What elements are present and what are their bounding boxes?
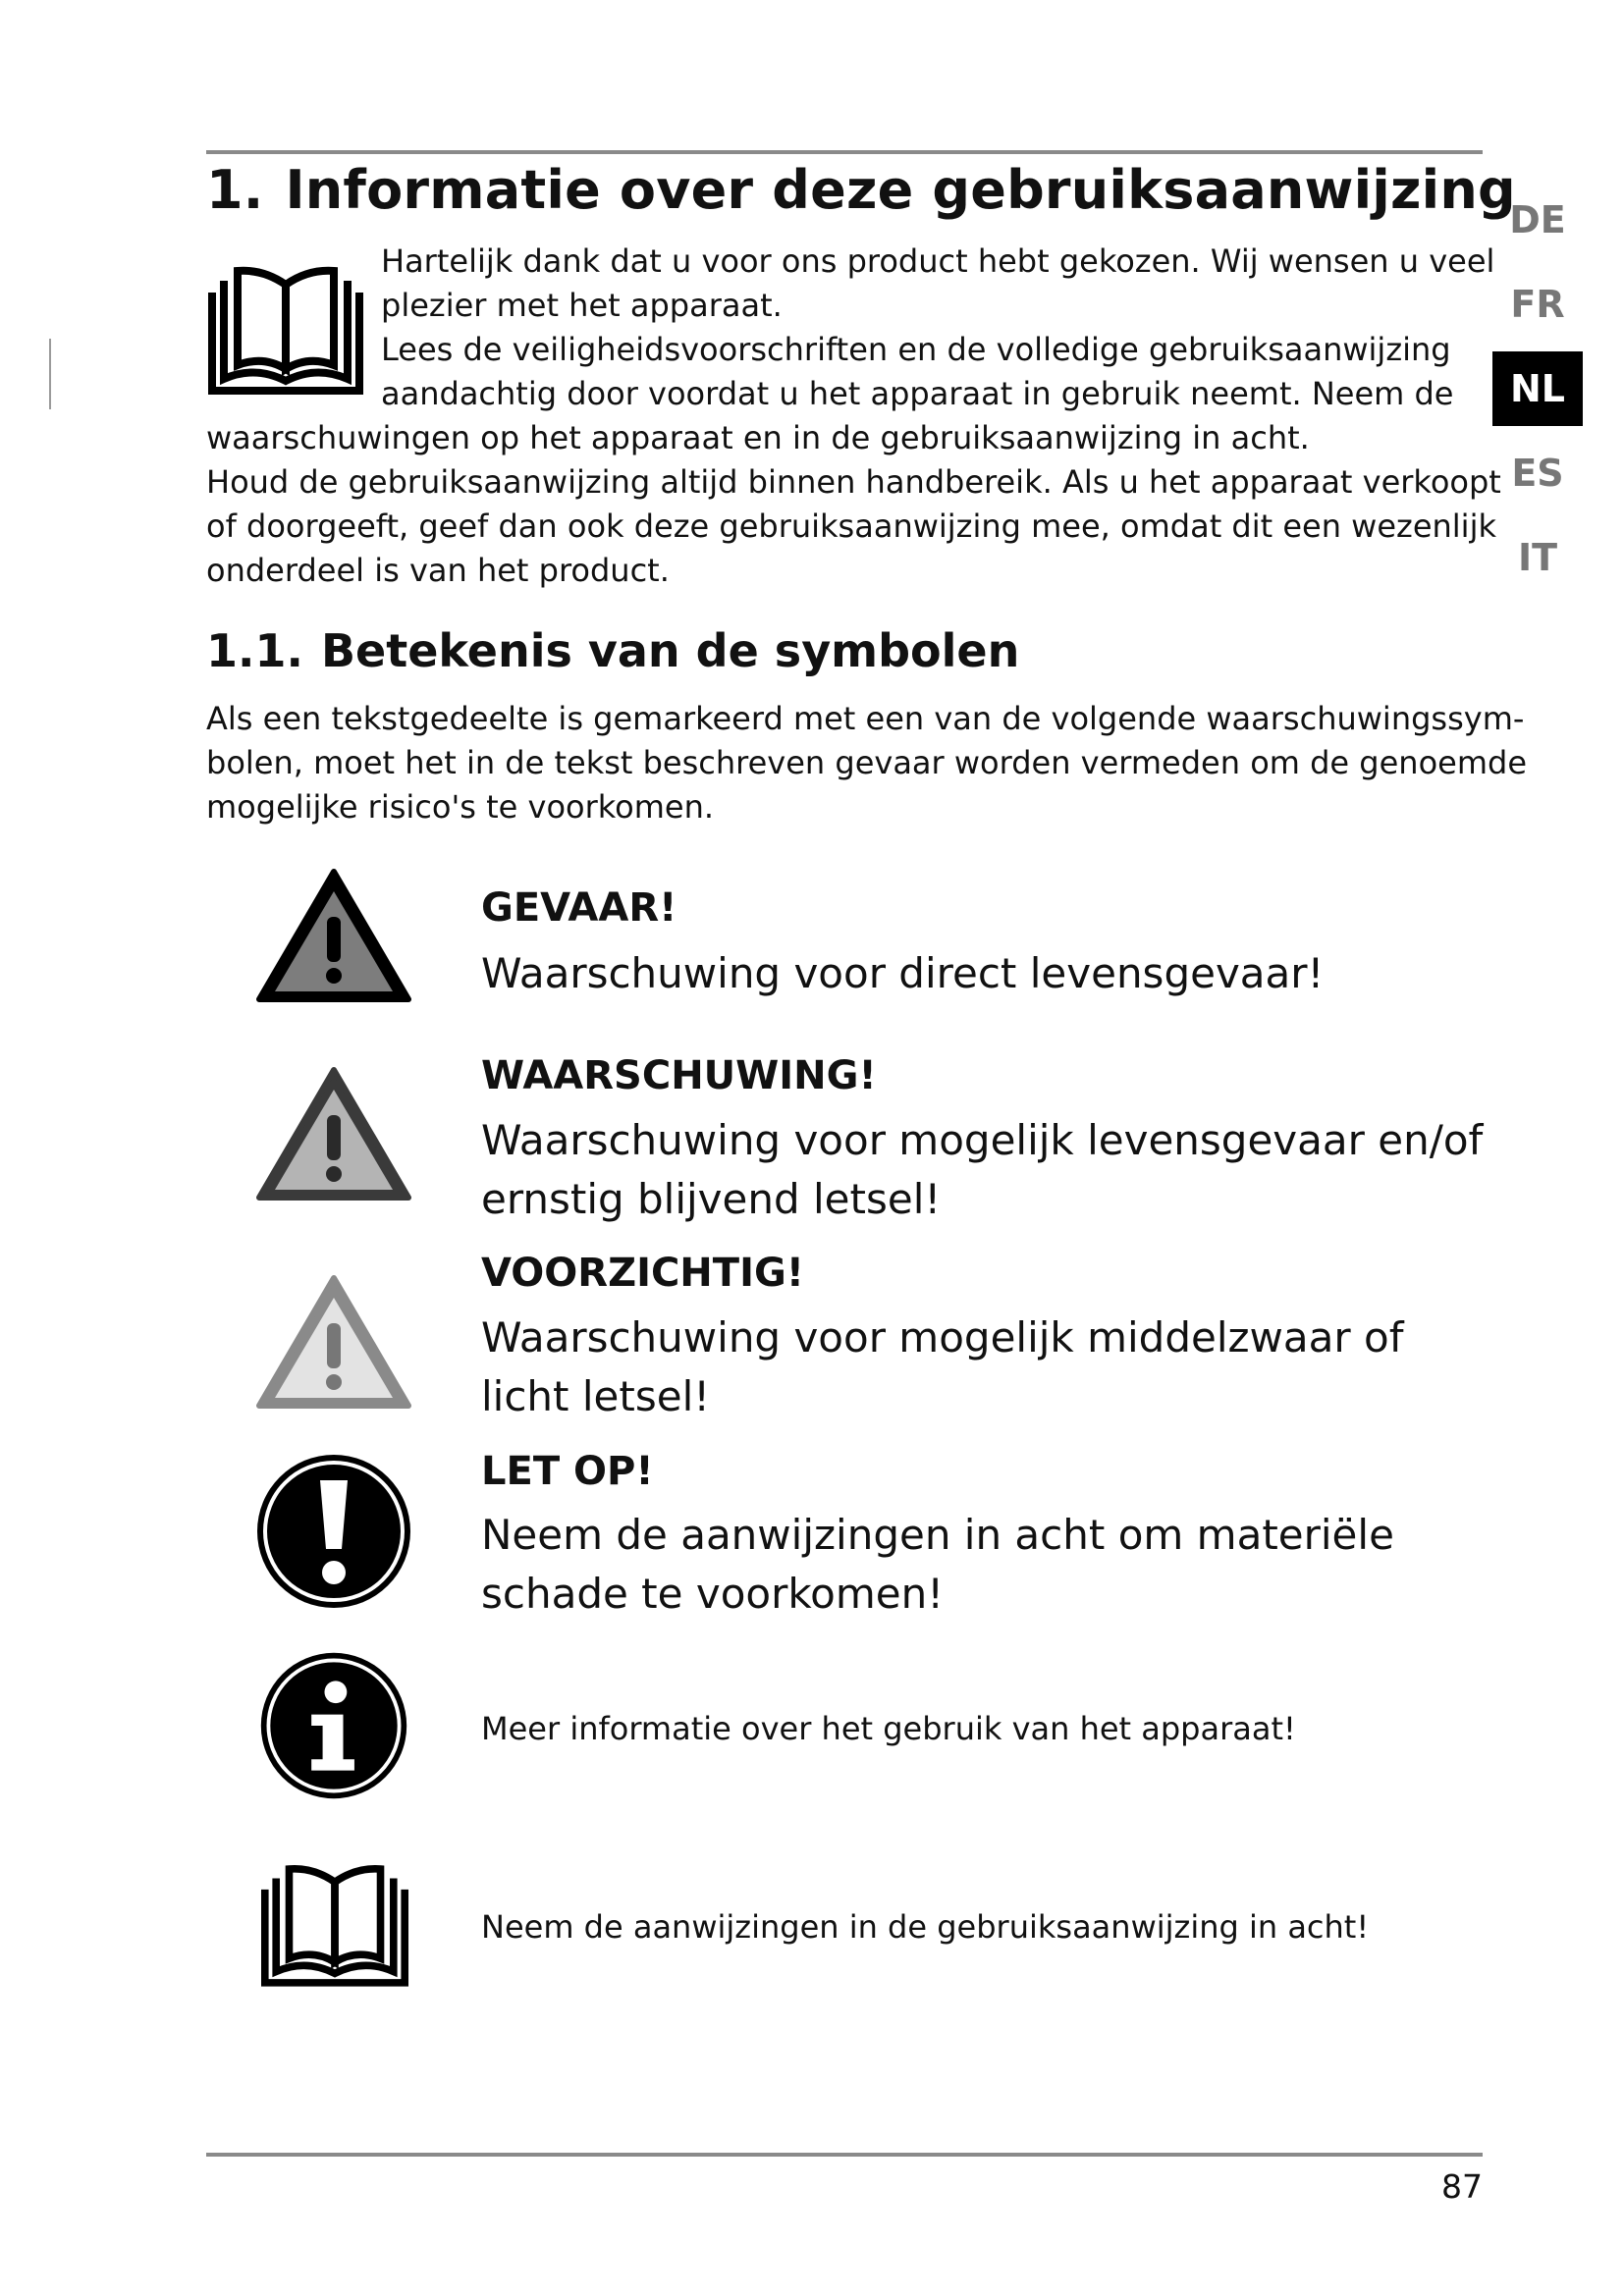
section-intro-line: Als een tekstgedeelte is gemarkeerd met een van de volgende waarschuwingssym- (206, 700, 1525, 737)
intro-text-beside-icon (381, 240, 1494, 416)
exclamation-circle-icon (253, 1451, 414, 1612)
symbol-description (481, 944, 1324, 1003)
language-tab-de[interactable]: DE (1509, 198, 1566, 241)
intro-line: aandachtig door voordat u het apparaat in gebruik neemt. Neem de (381, 375, 1454, 412)
section-number: 1.1. (206, 624, 303, 677)
section-title: Betekenis van de symbolen (320, 624, 1020, 677)
symbol-description-line: Neem de aanwijzingen in acht om materiële (481, 1511, 1394, 1559)
symbol-description-line: Waarschuwing voor direct levensgevaar! (481, 949, 1325, 997)
chapter-number: 1. (206, 159, 264, 221)
symbol-title: VOORZICHTIG! (481, 1251, 805, 1296)
intro-text (206, 416, 1501, 593)
language-tab-fr[interactable]: FR (1510, 283, 1565, 326)
section-intro-line: bolen, moet het in de tekst beschreven gevaar worden vermeden om de genoemde (206, 744, 1527, 781)
symbol-title: WAARSCHUWING! (481, 1053, 877, 1098)
symbol-description (481, 1506, 1394, 1624)
intro-line: waarschuwingen op het apparaat en in de gebruiksaanwijzing in acht. (206, 419, 1310, 456)
intro-line: Hartelijk dank dat u voor ons product hebt gekozen. Wij wensen u veel (381, 242, 1495, 280)
symbol-description (481, 1308, 1403, 1426)
symbol-description: Meer informatie over het gebruik van het apparaat! (481, 1710, 1296, 1747)
intro-line: Lees de veiligheidsvoorschriften en de volledige gebruiksaanwijzing (381, 331, 1451, 368)
page-number: 87 (1441, 2167, 1483, 2206)
top-rule (206, 150, 1483, 154)
info-circle-icon (257, 1649, 410, 1802)
language-tab-nl[interactable]: NL (1492, 351, 1583, 426)
book-icon (261, 1861, 408, 1989)
intro-line: Houd de gebruiksaanwijzing altijd binnen handbereik. Als u het apparaat verkoopt (206, 463, 1501, 501)
language-tab-it[interactable]: IT (1517, 536, 1558, 579)
warning-triangle-icon (253, 1060, 414, 1221)
danger-triangle-icon (253, 862, 414, 1023)
section-intro (206, 697, 1527, 829)
symbol-description-line: licht letsel! (481, 1372, 711, 1420)
book-icon (208, 263, 363, 397)
symbol-description-line: Waarschuwing voor mogelijk middelzwaar of (481, 1313, 1404, 1362)
intro-line: plezier met het apparaat. (381, 287, 783, 324)
symbol-description-line: schade te voorkomen! (481, 1570, 945, 1618)
symbol-title: GEVAAR! (481, 885, 677, 931)
chapter-heading (206, 159, 1516, 221)
language-tabs (1492, 183, 1583, 605)
intro-line: of doorgeeft, geef dan ook deze gebruiksaanwijzing mee, omdat dit een wezenlijk (206, 507, 1496, 545)
bottom-rule (206, 2153, 1483, 2157)
symbol-description (481, 1111, 1483, 1229)
margin-mark (49, 339, 51, 409)
intro-line: onderdeel is van het product. (206, 552, 670, 589)
symbol-description-line: ernstig blijvend letsel! (481, 1175, 942, 1223)
symbol-title: LET OP! (481, 1449, 654, 1494)
symbol-description: Neem de aanwijzingen in de gebruiksaanwijzing in acht! (481, 1908, 1370, 1946)
chapter-title: Informatie over deze gebruiksaanwijzing (285, 159, 1516, 221)
section-intro-line: mogelijke risico's te voorkomen. (206, 788, 715, 826)
section-heading (206, 624, 1019, 677)
symbol-description-line: Waarschuwing voor mogelijk levensgevaar en/of (481, 1116, 1484, 1164)
language-tab-es[interactable]: ES (1511, 452, 1564, 495)
caution-triangle-icon (253, 1268, 414, 1429)
